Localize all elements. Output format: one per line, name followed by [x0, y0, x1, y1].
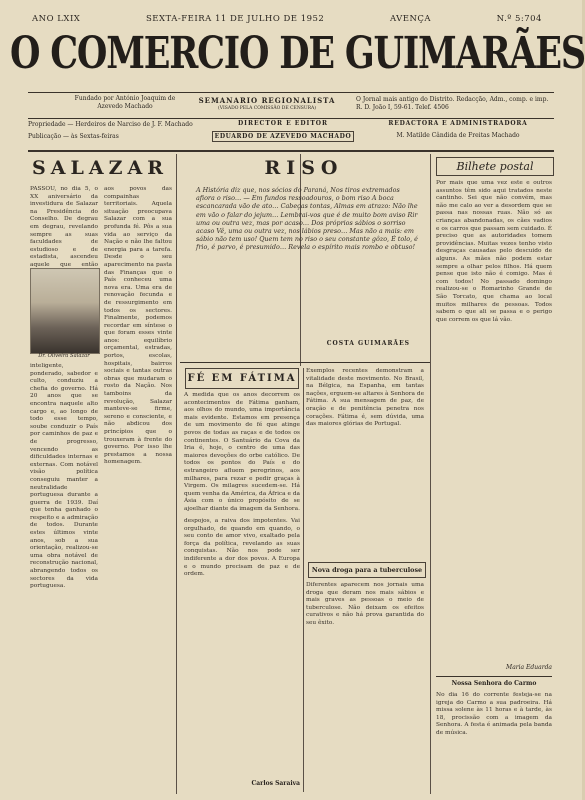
riso-author: COSTA GUIMARÃES [326, 340, 410, 347]
riso-headline: RISO [264, 157, 344, 179]
censorship-note: (VISADO PELA COMISSÃO DE CENSURA) [217, 106, 317, 111]
bilhete-postal-author: Maria Eduarda [506, 664, 552, 671]
oldest-paper-note: O Jornal mais antigo do Distrito. Redacção, Adm., comp. e imp. R. D. João I, 59-61. Telef. 4506 [356, 96, 549, 111]
issue-year: ANO LXIX [32, 14, 81, 24]
fatima-headline: FÉ EM FÁTIMA [185, 368, 299, 389]
salazar-portrait [30, 268, 100, 354]
column-divider-4 [303, 368, 304, 792]
tuberculosis-subhead: Nova droga para a tuberculose [308, 562, 426, 578]
founded-by: Fundado por António Joaquim de Azevedo Machado [74, 95, 176, 110]
director-name: EDUARDO DE AZEVEDO MACHADO [212, 131, 354, 143]
salazar-body-left: inteligente, ponderado, sabedor e culto, conduziu a chefia do governo. Há 20 anos que se encontra naquele alto cargo e, ao longo de todo esse tempo, soube conduzir o País por caminhos de paz e de progresso, vencendo as dificuldades internas e externas. Com notável visão política conseguiu manter a neutralidade portuguesa durante a guerra de 1939. Daí que tenha ganhado o respeito e a admiração de todos. Durante estes últimos vinte anos, sob a sua orientação, realizou-se uma obra notável de reconstrução nacional, abrangendo todos os sectores da vida portuguesa. [30, 363, 98, 590]
bilhete-postal-text: Por mais que uma vez este e outros assuntos têm sido aqui tratados neste cantinho. Sei que não convém, mas não me calo ao ver a desordem que se passa nas nossas ruas. Não só as crianças abandonadas, os cães vadios e os carros que passam sem cuidado. É preciso que as autoridades tomem providências. Muitas vezes tenho visto desgraças causadas pelo descuido de alguns. As mães não podem estar sempre a olhar pelos filhos. Há quem pense que isto não é comigo. Mas é com todos! No passado domingo realizou-se o Romarinho Grande de São Torcato, que chama ao local muitos milhares de pessoas. Todos sabem o que ali se passa e o perigo que correm os que lá vão. [436, 180, 552, 323]
issue-number: N.º 5:704 [496, 14, 542, 24]
fatima-text-b: despojos, a raiva dos impotentes. Vai orgulhado, de quando em quando, o seu conto de amor vivo, exaltado pela força da política, revelando as suas conquistas. Não nos pode ser indiferente a dor dos povos. A Europa e o mundo precisam de paz e de ordem. [184, 518, 300, 578]
masthead-rule [28, 92, 554, 93]
admin-block [362, 120, 554, 139]
carmo-rule [436, 676, 552, 677]
subheader-rule [28, 118, 554, 119]
salazar-headline: SALAZAR [32, 157, 168, 179]
riso-poem: A História diz que, nos sócios do Paraná, Nos tiros extremados afiora o riso… — Em fundos ressoadouros, o bom riso A boca escancarada vão de ato… Cabeças tontas, Almas em atrazo: Não lhe em vão o falar do jejum… Lembrai-vos que é de muito bom aviso Rir uma ou outra vez, mas por acaso… Dos próprios sábios o sorriso acaso Vê, uma ou outra vez, nos lábios preso… Mas não a mais: em sábio não tem uso! Quem tem no riso o seu constante gôzo, É tolo, é frio, é parvo, é presumido… Revela o espírito mais rombo e obtuso! [196, 186, 418, 252]
carmo-subhead: Nossa Senhora do Carmo [451, 680, 537, 687]
riso-bottom-rule [180, 362, 430, 363]
issue-date: SEXTA-FEIRA 11 DE JULHO DE 1952 [145, 14, 325, 24]
ownership-block [28, 121, 208, 140]
fatima-text-a: A medida que os anos decorrem os acontecimentos de Fátima ganham, aos olhos do mundo, uma importância mais evidente. Estamos em presença de um movimento de fé que atinge povos de todas as raças e de todos os continentes. O Santuário da Cova da Iria é, hoje, o centro de uma das maiores devoções do orbe católico. De todos os pontos do País e do estrangeiro afluem peregrinos, aos milhares, para rezar e pedir graças à Virgem. Os milagres sucedem-se. Há quem venha da América, da África e da Ásia com o único propósito de se ajoelhar diante da imagem da Senhora. [184, 392, 300, 512]
top-info-line [32, 14, 542, 28]
issue-town: AVENÇA [389, 14, 432, 24]
weekly-label: SEMANARIO REGIONALISTA [198, 96, 336, 105]
admin-name: M. Matilde Cândida de Freitas Machado [396, 131, 520, 139]
ownership: Propriedade — Herdeiros de Narciso de J. F. Machado [28, 121, 193, 128]
portrait-caption: Dr. Oliveira Salazar [38, 353, 90, 359]
column-divider-1 [176, 154, 177, 794]
admin-label: REDACTORA E ADMINISTRADORA [388, 120, 528, 127]
fatima-text-c: Exemplos recentes demonstram a vitalidade deste movimento. No Brasil, na Bélgica, na Espanha, em tantas nações, erguem-se altares à Senhora de Fátima. A sua mensagem de paz, de oração e de penitência penetra nos corações. Fátima é, sem dúvida, uma das maiores glórias de Portugal. [306, 368, 424, 428]
director-label: DIRECTOR E EDITOR [237, 120, 329, 127]
column-divider-3 [430, 154, 431, 794]
carmo-text: No dia 16 do corrente festeja-se na igreja do Carmo a sua padroeira. Há missa solene às 11 horas e à tarde, às 18, procissão com a imagem da Senhora. A festa é animada pela banda de música. [436, 692, 552, 736]
weekly-block [192, 96, 342, 113]
header-bottom-rule [28, 150, 554, 152]
director-block [212, 120, 354, 142]
salazar-body-right: aos povos das compainhas territoriais. Aquela situação preocupava Salazar com a sua profunda fé. Pôs a sua vida ao serviço da Nação e não lhe faltou energia para a tarefa. Desde o seu aparecimento na pasta das Finanças que o País conheceu uma nova era. Uma era de renovação fecunda e de ressurgimento em todos os sectores. Finalmente, podemos recordar em síntese o que foram esses vinte anos: equilíbrio orçamental, estradas, portos, escolas, hospitais, bairros sociais e tantas outras obras que mudaram o rosto da Nação. Nos tamboins da revolução, Salazar manteve-se firme, sereno e consciente, e não abdicou dos princípios que o trouxeram à frente do governo. Por isso lhe prestamos a nossa homenagem. [104, 186, 172, 466]
salazar-intro-text: PASSOU, no dia 5, o XX aniversário da investidura de Salazar na Presidência do Conselho. De degrau em degrau, revelando sempre as suas faculdades de estudioso e de estadista, ascendeu aquele que então [30, 186, 98, 268]
bilhete-postal-headline: Bilhete postal [436, 157, 554, 176]
publication-day: Publicação — às Sextas-feiras [28, 132, 119, 140]
tuberculosis-text: Diferentes aparecem nos jornais uma droga que deram nos mais sábios e mais graves as pessoas o meio de tuberculose. Não deixam os efeitos curativos e não há prova garantida do seu êxito. [306, 582, 424, 626]
masthead-title: O COMERCIO DE GUIMARÃES [10, 28, 585, 80]
fatima-author: Carlos Saraiva [251, 780, 300, 787]
